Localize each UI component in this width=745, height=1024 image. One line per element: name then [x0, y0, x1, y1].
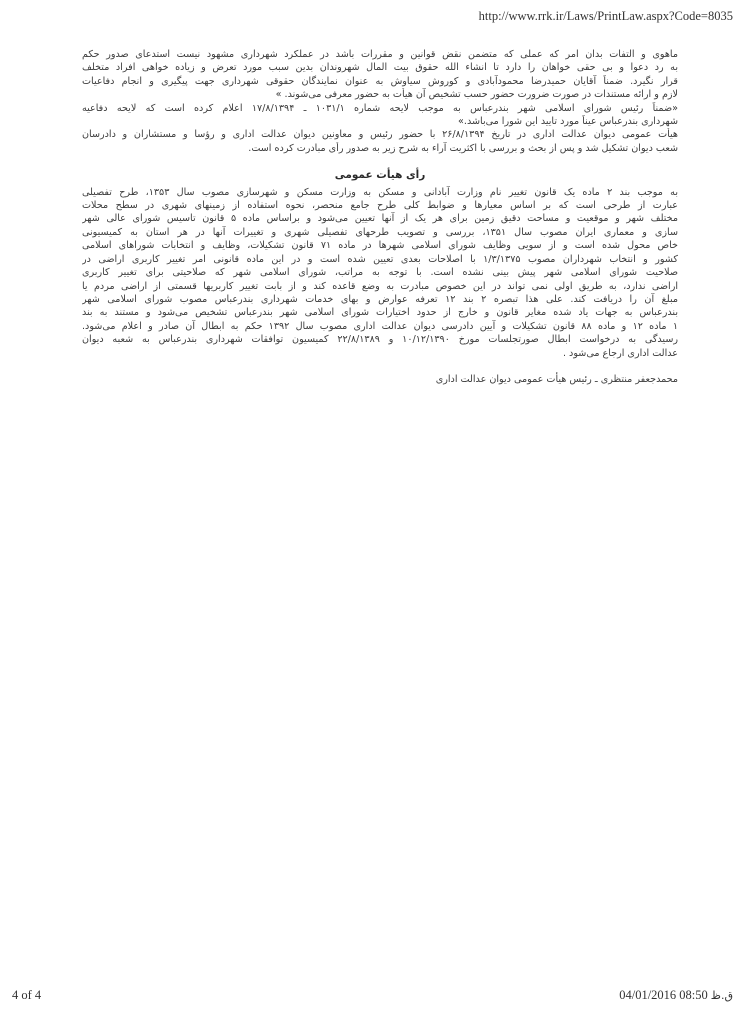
text-line: صلاحیت شورای اسلامی شهر پیش بینی نشده است. با توجه به مراتب، شورای اسلامی شهر که صلاحیتی برای تغییر کاربری: [82, 267, 678, 279]
text-line: شعب دیوان تشکیل شد و پس از بحث و بررسی با اکثریت آراء به شرح زیر به صدور رأی مبادرت کرده است.: [248, 142, 678, 154]
text-line: خاص محول شده است و از سویی وظایف شورای اسلامی شهرها در ماده ۷۱ قانون تشکیلات، وظایف و انتخابات شوراهای اسلامی: [82, 240, 678, 252]
page-indicator: 4 of 4: [12, 988, 42, 1002]
signature: محمدجعفر منتظری ـ رئیس هیأت عمومی دیوان عدالت اداری: [435, 373, 678, 385]
page-url: http://www.rrk.ir/Laws/PrintLaw.aspx?Code=8035: [478, 9, 733, 23]
text-line: «ضمناً رئیس شورای اسلامی شهر بندرعباس به موجب لایحه شماره ۱۰۳۱/۱ ـ ۱۷/۸/۱۳۹۴ اعلام کرده است که لایحه دفاعیه: [82, 102, 678, 114]
text-line: مبلغ آن را دریافت کند. علی هذا تبصره ۲ بند ۱۲ تعرفه عوارض و بهای خدمات شهرداری بندرعباس مصوب شورای اسلامی شهر: [82, 293, 678, 305]
ruling-paragraph: [82, 186, 678, 360]
text-line: عدالت اداری ارجاع می‌شود .: [562, 347, 678, 359]
text-line: بندرعباس به جهات یاد شده مغایر قانون و خارج از حدود اختیارات شورای اسلامی شهر بندرعباس تشخیص می‌شود و مستند به بند: [82, 307, 678, 319]
time-suffix: ق.ظ: [710, 989, 733, 1002]
text-line: ماهوی و التفات بدان امر که عملی که متضمن نقض قوانین و مقررات باشد در عملکرد شهرداری مشهود نیست استدعای صدور حکم: [82, 49, 678, 60]
text-line: کشور و انتخاب شهرداران مصوب ۱/۳/۱۳۷۵ با اصلاحات بعدی تعیین شده است و در این ماده قانونی امر تغییر کاربری اراضی در: [82, 253, 678, 265]
datetime-value: 04/01/2016 08:50: [619, 988, 708, 1002]
session-paragraph: [82, 128, 678, 155]
text-line: رسیدگی به درخواست ابطال صورتجلسات مورخ ۱۰/۱۲/۱۳۹۰ و ۲۲/۸/۱۳۸۹ کمیسیون توافقات شهرداری بندرعباس به شعبه دیوان: [82, 334, 678, 346]
council-statement-paragraph: [82, 102, 678, 129]
text-line: مختلف شهر و موقعیت و مساحت دقیق زمین برای هر یک از آنها تعیین می‌شود و براساس ماده ۵ قانون تاسیس شورای عالی شهر: [82, 213, 678, 225]
text-line: هیأت عمومی دیوان عدالت اداری در تاریخ ۲۶/۸/۱۳۹۴ با حضور رئیس و معاونین دیوان عدالت اداری و رؤسا و مستشاران و دادرسان: [82, 129, 678, 141]
text-line: به رد دعوا و بی حقی خواهان را دارد تا انشاء الله حقوق بیت المال شهروندان بدین سبب مورد تعرض و زیاده خواهی افراد متخلف: [82, 62, 678, 74]
text-line: قرار نگیرد. ضمناً آقایان حمیدرضا محمودآبادی و کوروش سیاوش به عنوان نمایندگان حقوقی شهرداری جهت پیگیری و انجام دفاعیات: [82, 75, 678, 87]
ruling-heading: رأی هیأت عمومی: [334, 169, 426, 182]
print-datetime: [619, 988, 733, 1003]
text-line: ۱ ماده ۱۲ و ماده ۸۸ قانون تشکیلات و آیین دادرسی دیوان عدالت اداری مصوب سال ۱۳۹۲ حکم به ابطال آن صادر و اعلام می‌شود.: [82, 320, 678, 332]
intro-paragraph: [82, 48, 678, 102]
text-line: اراضی ندارد، به طریق اولی نمی تواند در این خصوص مبادرت به وضع قاعده کند و از بابت تغییر کاربریها قسمتی از اراضی مردم یا: [82, 280, 678, 292]
text-line: عبارت از طرحی است که بر اساس معیارها و ضوابط کلی طرح جامع منحصر، نحوه استفاده از زمینهای شهری در سطح محلات: [82, 200, 678, 212]
text-line: شهرداری بندرعباس عیناً مورد تایید این شورا می‌باشد.»: [458, 116, 678, 128]
text-line: به موجب بند ۲ ماده یک قانون تغییر نام وزارت آبادانی و مسکن به وزارت مسکن و شهرسازی مصوب سال ۱۳۵۳، طرح تفصیلی: [82, 186, 678, 198]
text-line: سازی و معماری ایران مصوب سال ۱۳۵۱، بررسی و تصویب طرحهای تفصیلی شهری و تغییرات آنها در هر استان به کمیسیونی: [82, 226, 678, 238]
document-body: [82, 48, 678, 386]
text-line: لازم و ارائه مستندات در صورت ضرورت حضور حسب تشخیص آن هیأت به حضور معرفی می‌شوند. »: [275, 89, 678, 101]
